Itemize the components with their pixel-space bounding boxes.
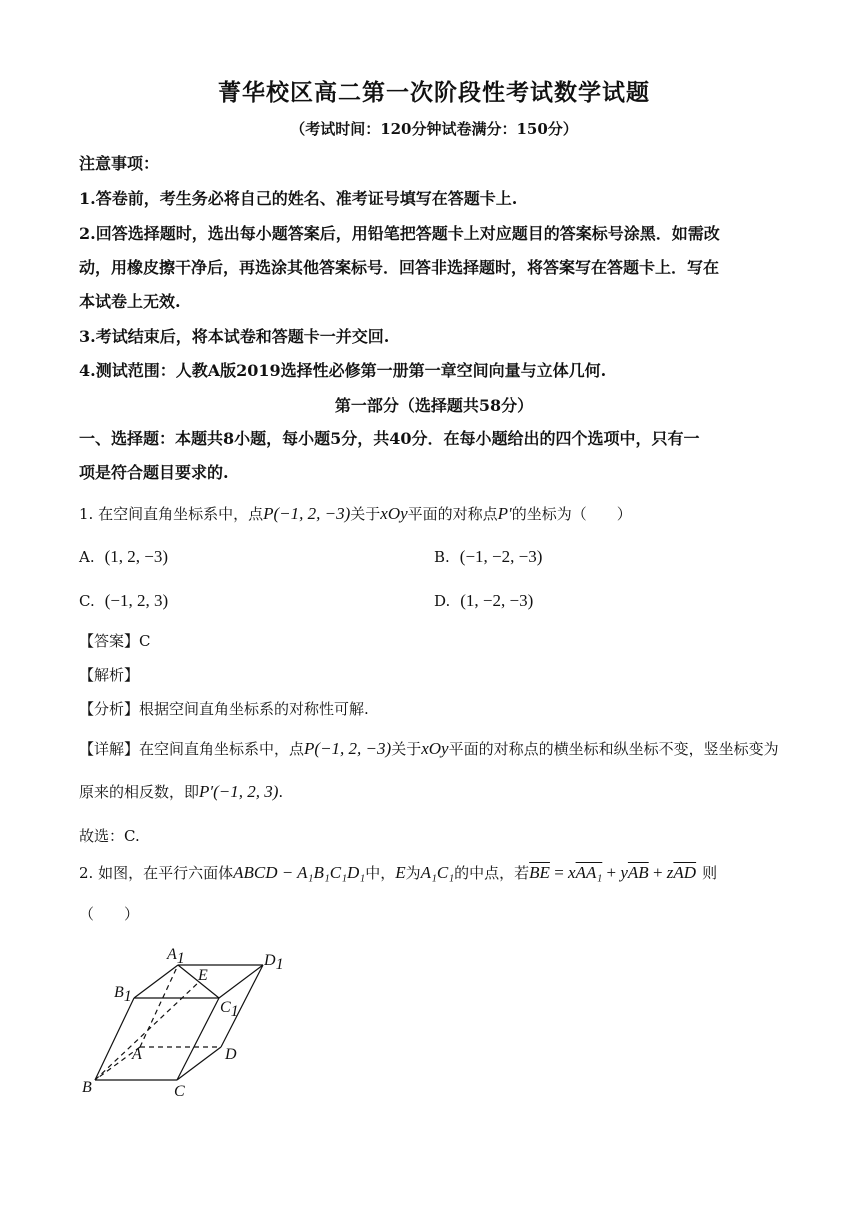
section-instructions-1: 一、选择题：本题共8小题，每小题5分，共40分．在每小题给出的四个选项中，只有一 — [79, 429, 700, 448]
label-e: E — [198, 967, 208, 984]
stem-text: 中， — [365, 864, 396, 882]
detail-result: P′(−1, 2, 3) — [199, 782, 279, 801]
detail-text: 关于 — [391, 740, 422, 758]
label-a1: A1 — [167, 946, 185, 967]
coef-z: z — [666, 863, 674, 882]
analysis-tag: 【解析】 — [79, 666, 140, 684]
option-b — [434, 546, 542, 568]
label-b: B — [82, 1079, 92, 1096]
option-value: (−1, 2, 3) — [104, 591, 169, 610]
vector-ad: $\overline{AD}$ — [673, 863, 697, 882]
notice-line-5: 3.考试结束后，将本试卷和答题卡一并交回. — [79, 327, 390, 346]
notice-line-4: 本试卷上无效. — [79, 292, 181, 311]
question-number: 2. — [79, 864, 94, 882]
option-a — [79, 546, 168, 568]
detail-text: 原来的相反数，即 — [79, 783, 200, 801]
label-d: D — [225, 1046, 237, 1063]
stem-text: 平面的对称点 — [407, 505, 498, 523]
stem-text: 关于 — [350, 505, 381, 523]
segment-b-e-hidden — [95, 982, 199, 1080]
notice-line-3: 动，用橡皮擦干净后，再选涂其他答案标号．回答非选择题时，将答案写在答题卡上．写在 — [79, 258, 720, 277]
detail-line-1 — [79, 738, 779, 760]
label-a: A — [132, 1046, 142, 1063]
parallelepiped-figure — [70, 935, 310, 1105]
vector-aa1: AA₁ — [575, 863, 603, 882]
question-2-stem — [79, 862, 717, 884]
notice-line-2: 2.回答选择题时，选出每小题答案后，用铅笔把答题卡上对应题目的答案标号涂黑．如需改 — [79, 224, 720, 243]
label-c: C — [174, 1083, 185, 1100]
exam-title: 菁华校区高二第一次阶段性考试数学试题 — [218, 79, 650, 106]
question-1-stem — [79, 503, 632, 525]
detail-text: 在空间直角坐标系中，点 — [139, 740, 305, 758]
answer-tag: 【答案】 — [79, 632, 140, 650]
edge-a-a1-hidden — [140, 965, 178, 1047]
vector-be: $\overline{BE}$ — [529, 863, 550, 882]
option-label: B. — [434, 548, 450, 566]
fenxi-line — [79, 698, 369, 720]
label-c1: C1 — [220, 999, 239, 1020]
option-value: (1, −2, −3) — [460, 591, 534, 610]
point-p: P(−1, 2, −3) — [263, 504, 351, 523]
detail-tag: 【详解】 — [79, 740, 140, 758]
solid-name: ABCD − A₁B₁C₁D₁ — [233, 863, 366, 882]
answer-value: C — [139, 632, 151, 650]
detail-text: 平面的对称点的横坐标和纵坐标不变，竖坐标变为 — [448, 740, 779, 758]
detail-point: P(−1, 2, −3) — [304, 739, 392, 758]
stem-text: 为 — [405, 864, 421, 882]
edge-c1-d1 — [219, 965, 263, 998]
question-number: 1. — [79, 505, 94, 523]
option-label: C. — [79, 592, 95, 610]
section-heading: 第一部分（选择题共58分） — [334, 396, 534, 415]
section-instructions-2: 项是符合题目要求的. — [79, 463, 229, 482]
coef-x: x — [568, 863, 576, 882]
option-d — [434, 590, 533, 612]
answer-paren: （ ） — [79, 905, 140, 923]
edge-c-d — [177, 1047, 221, 1080]
fenxi-tag: 【分析】 — [79, 700, 140, 718]
point-p-prime: P′ — [497, 504, 512, 523]
plus-sign: + — [602, 863, 621, 882]
edge-a1-b1 — [134, 965, 178, 998]
exam-subtitle: （考试时间：120分钟试卷满分：150分） — [290, 120, 578, 138]
stem-text: 如图，在平行六面体 — [98, 864, 234, 882]
detail-end: . — [278, 783, 284, 801]
option-label: A. — [79, 548, 95, 566]
notice-line-6: 4.测试范围：人教A版2019选择性必修第一册第一章空间向量与立体几何. — [79, 361, 607, 380]
label-b1: B1 — [114, 984, 132, 1005]
plane-xoy: xOy — [380, 504, 408, 523]
point-e: E — [395, 863, 406, 882]
fenxi-text: 根据空间直角坐标系的对称性可解. — [139, 700, 369, 718]
option-c — [79, 590, 168, 612]
coef-y: y — [620, 863, 628, 882]
stem-text: 的坐标为（ ） — [511, 505, 632, 523]
edge-b1-b — [95, 998, 134, 1080]
option-label: D. — [434, 592, 451, 610]
stem-text: 则 — [702, 864, 718, 882]
notice-heading: 注意事项： — [79, 154, 160, 173]
option-value: (−1, −2, −3) — [459, 547, 543, 566]
segment-a1c1: A₁C₁ — [420, 863, 455, 882]
detail-line-2 — [79, 781, 283, 803]
label-d1: D1 — [264, 952, 284, 973]
plus-sign: + — [648, 863, 667, 882]
option-value: (1, 2, −3) — [104, 547, 169, 566]
conclusion-line: 故选：C. — [79, 827, 140, 845]
notice-line-1: 1.答卷前，考生务必将自己的姓名、准考证号填写在答题卡上. — [79, 189, 518, 208]
edge-c1-c — [177, 998, 219, 1080]
stem-text: 在空间直角坐标系中，点 — [98, 505, 264, 523]
detail-plane: xOy — [421, 739, 449, 758]
stem-text: 的中点，若 — [454, 864, 530, 882]
vector-ab: $\overline{AB}$ — [627, 863, 649, 882]
answer-line — [79, 630, 151, 652]
equals-sign: = — [549, 863, 569, 882]
